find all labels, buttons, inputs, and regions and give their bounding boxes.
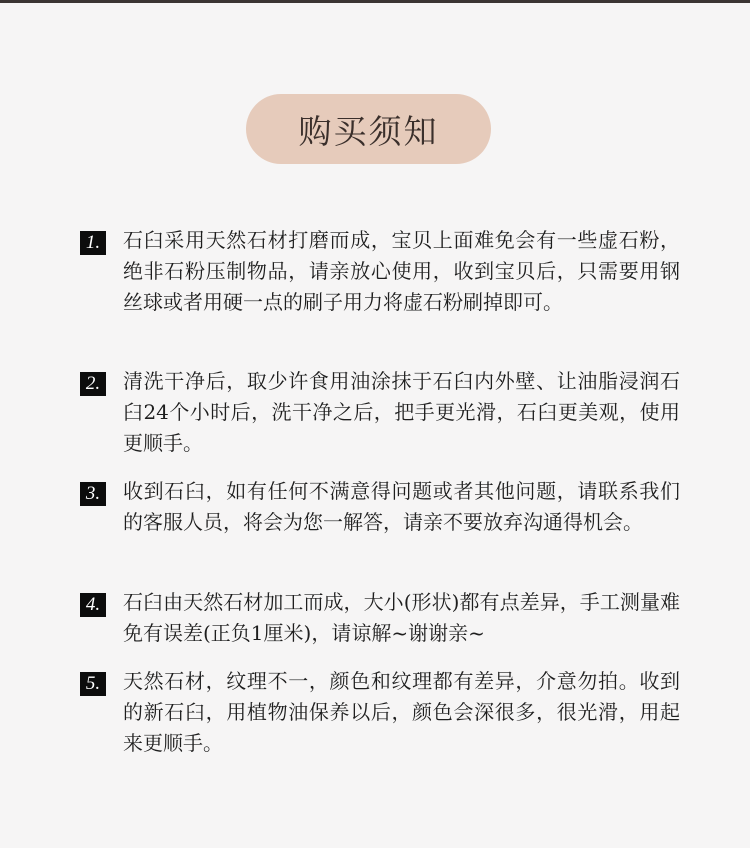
notice-text: 天然石材，纹理不一，颜色和纹理都有差异，介意勿拍。收到的新石臼，用植物油保养以后，颜色会深很多，很光滑，用起来更顺手。 <box>123 669 680 755</box>
title-badge <box>246 94 491 164</box>
notice-number: 3. <box>80 482 106 506</box>
notice-number: 1. <box>80 231 106 255</box>
notice-item-1 <box>80 225 680 318</box>
notice-text: 石臼由天然石材加工而成，大小(形状)都有点差异，手工测量难免有误差(正负1厘米)，请谅解~谢谢亲~ <box>123 590 680 645</box>
notice-number: 4. <box>80 593 106 617</box>
notice-text: 收到石臼，如有任何不满意得问题或者其他问题，请联系我们的客服人员，将会为您一解答，请亲不要放弃沟通得机会。 <box>123 479 680 534</box>
notice-item-3 <box>80 476 680 538</box>
notice-item-4 <box>80 587 680 649</box>
notice-text: 清洗干净后，取少许食用油涂抹于石臼内外壁、让油脂浸润石臼24个小时后，洗干净之后，把手更光滑，石臼更美观，使用更顺手。 <box>123 369 680 455</box>
top-divider <box>0 0 750 3</box>
notice-number: 2. <box>80 372 106 396</box>
notice-text: 石臼采用天然石材打磨而成，宝贝上面难免会有一些虚石粉，绝非石粉压制物品，请亲放心使用，收到宝贝后，只需要用钢丝球或者用硬一点的刷子用力将虚石粉刷掉即可。 <box>123 228 680 314</box>
notice-number: 5. <box>80 672 106 696</box>
notice-item-5 <box>80 666 680 759</box>
page-title: 购买须知 <box>298 111 439 151</box>
notice-item-2 <box>80 366 680 459</box>
